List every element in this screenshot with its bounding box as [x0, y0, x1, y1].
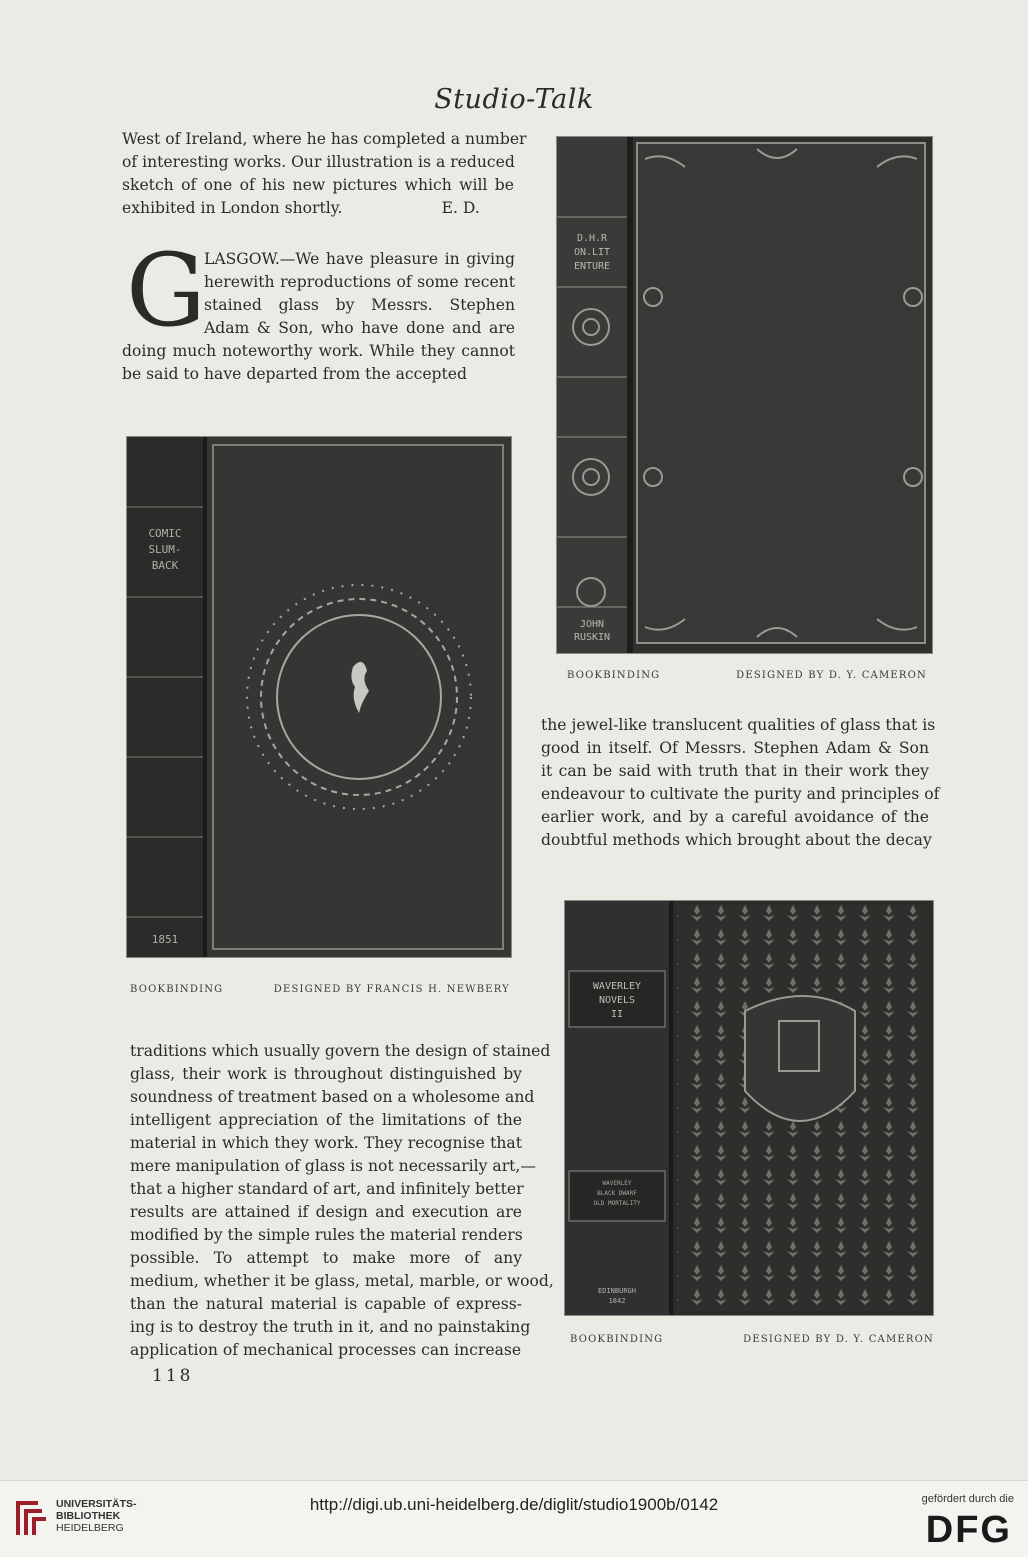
book-cover-illustration	[127, 437, 511, 957]
bookbinding-image-cameron-ruskin	[556, 136, 933, 654]
text-line: be said to have departed from the accepted	[122, 365, 468, 383]
text-line: of interesting works. Our illustration is a reduced	[122, 153, 515, 171]
bookbinding-image-cameron-waverley	[564, 900, 934, 1316]
spine-date: 1851	[151, 933, 179, 946]
paragraph-glasgow-indented	[204, 248, 515, 340]
text-line: ing is to destroy the truth in it, and no painstaking	[130, 1318, 531, 1336]
spine-title: WAVERLEY NOVELS II	[592, 981, 642, 1020]
caption-newbery	[130, 984, 510, 995]
spine-imprint: EDINBURGH 1842	[598, 1287, 636, 1305]
book-cover-illustration	[557, 137, 932, 653]
spine-contents: WAVERLEY BLACK DWARF OLD MORTALITY	[593, 1180, 641, 1207]
university-library-name[interactable]: UNIVERSITÄTS- BIBLIOTHEK HEIDELBERG	[56, 1498, 137, 1534]
paragraph-traditions	[130, 1040, 554, 1362]
paragraph-jewel-like	[541, 714, 940, 852]
text-line: stained glass by Messrs. Stephen	[204, 296, 515, 314]
text-line: doing much noteworthy work. While they cannot	[122, 342, 515, 360]
caption-cameron-2	[570, 1334, 934, 1345]
text-line: intelligent appreciation of the limitations of the	[130, 1111, 522, 1129]
paragraph-west-of-ireland	[122, 128, 527, 220]
caption-label: BOOKBINDING	[567, 670, 661, 681]
text-line: mere manipulation of glass is not necessarily art,—	[130, 1157, 536, 1175]
text-line: application of mechanical processes can increase	[130, 1341, 522, 1359]
text-line: than the natural material is capable of express-	[130, 1295, 522, 1313]
text-line: West of Ireland, where he has completed a number	[122, 130, 527, 148]
page-number: 118	[152, 1366, 194, 1386]
viewer-footer	[0, 1480, 1028, 1557]
text-line: LASGOW.—We have pleasure in giving	[204, 250, 515, 268]
running-head: Studio-Talk	[434, 84, 594, 115]
text-line: herewith reproductions of some recent	[204, 273, 515, 291]
permalink-url[interactable]: http://digi.ub.uni-heidelberg.de/diglit/studio1900b/0142	[309, 1495, 719, 1514]
book-cover-illustration	[565, 901, 933, 1315]
spine-title: D.H.R ON.LIT ENTURE	[573, 233, 611, 272]
text-line: modified by the simple rules the material renders	[130, 1226, 523, 1244]
text-line: earlier work, and by a careful avoidance of the	[541, 808, 929, 826]
caption-credit: DESIGNED BY D. Y. CAMERON	[736, 670, 927, 681]
text-line: good in itself. Of Messrs. Stephen Adam & Son	[541, 739, 929, 757]
funded-by-label: gefördert durch die	[921, 1493, 1014, 1505]
paragraph-glasgow-full	[122, 340, 515, 386]
text-line: doubtful methods which brought about the decay	[541, 831, 932, 849]
text-line: material in which they work. They recognise that	[130, 1134, 522, 1152]
dfg-logo[interactable]: DFG	[925, 1509, 1012, 1551]
text-line: it can be said with truth that in their work they	[541, 762, 929, 780]
text-line: traditions which usually govern the design of stained	[130, 1042, 551, 1060]
text-line: endeavour to cultivate the purity and principles of	[541, 785, 940, 803]
spine-author: JOHN RUSKIN	[573, 619, 611, 643]
text-line: soundness of treatment based on a wholesome and	[130, 1088, 535, 1106]
text-line: possible. To attempt to make more of any	[130, 1249, 522, 1267]
drop-cap: G	[126, 232, 206, 349]
text-line: sketch of one of his new pictures which will be	[122, 176, 514, 194]
text-line: that a higher standard of art, and infinitely better	[130, 1180, 524, 1198]
text-line: glass, their work is throughout distinguished by	[130, 1065, 522, 1083]
spine-title: COMIC SLUM-BACK	[148, 527, 182, 572]
caption-cameron-1	[567, 670, 927, 681]
caption-label: BOOKBINDING	[570, 1334, 664, 1345]
text-line: medium, whether it be glass, metal, marble, or wood,	[130, 1272, 554, 1290]
text-line: results are attained if design and execution are	[130, 1203, 522, 1221]
text-line: Adam & Son, who have done and are	[204, 319, 515, 337]
caption-credit: DESIGNED BY D. Y. CAMERON	[743, 1334, 934, 1345]
text-line: exhibited in London shortly. E. D.	[122, 199, 480, 217]
caption-credit: DESIGNED BY FRANCIS H. NEWBERY	[273, 984, 510, 995]
bookbinding-image-newbery	[126, 436, 512, 958]
text-line: the jewel-like translucent qualities of glass that is	[541, 716, 936, 734]
caption-label: BOOKBINDING	[130, 984, 224, 995]
